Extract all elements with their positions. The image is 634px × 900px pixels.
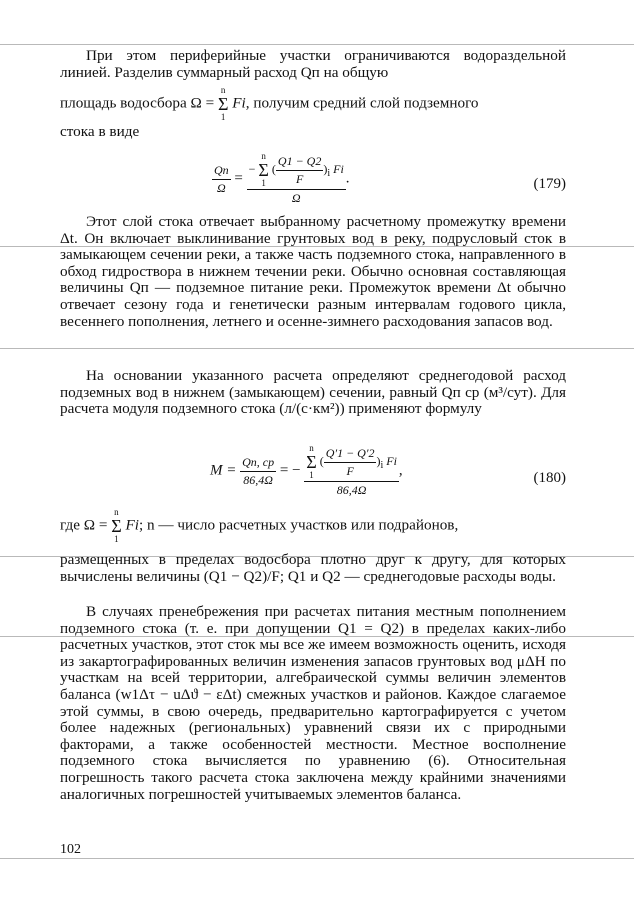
equals-minus: = − <box>279 462 301 479</box>
formula-180-lhs: M = <box>210 462 237 479</box>
sigma-glyph: Σ <box>111 516 122 536</box>
area-definition-tail: , получим средний слой подземного <box>245 94 479 112</box>
inner-fraction <box>276 154 323 187</box>
sum-lower: 1 <box>220 112 226 122</box>
sum-upper: n <box>309 443 314 453</box>
formula-180: M = $\frac{Qп, ср}{86,4\Omega}$ = − n Σ 1 ( $\frac{Q'1 - Q'2}{F}$ )$_i$ Fi 86,4Ω , (180) <box>210 443 566 497</box>
paragraph-intro-text: При этом периферийные участки ограничиваются водораздельной линией. Разделив суммарный расход Qп на общую <box>60 47 566 81</box>
formula-179-rhs <box>247 152 346 206</box>
sum-symbol <box>218 86 228 122</box>
formula-180-frac2 <box>304 444 399 498</box>
sum-symbol <box>111 508 121 544</box>
sum-upper: n <box>261 151 266 161</box>
equation-number-180: (180) <box>533 470 566 486</box>
inner-subscript: i <box>327 167 331 179</box>
formula-179: $\frac{Qп}{\Omega}$ = − n Σ 1 ( $\frac{Q1 - Q2}{F}$ )$_i$ Fi Ω . (179) <box>214 151 566 205</box>
sum-symbol <box>306 444 316 480</box>
sum-upper: n <box>114 507 119 517</box>
sum-lower: 1 <box>114 534 119 544</box>
lhs-numerator: Qп <box>212 163 231 180</box>
paragraph-intro <box>60 48 566 81</box>
factor-term: Fi <box>333 161 344 176</box>
paragraph-layer-text: Этот слой стока отвечает выбранному расчетному промежутку времени Δt. Он включает выклинивание грунтовых вод в реку, подрусловый сток в замыкающем сечении реки, а также часть подземного стока, направленного в обход гидростворa в нижнем течении реки. Обычно основная составляющая величины Qп — подземное питание реки. Промежуток времени Δt обычно отвечает сезону года и генетически разным интервалам годового цикла, весеннего пополнения, летнего и осенне-зимнего расходования запасов вод. <box>60 213 566 330</box>
scan-line <box>0 858 634 859</box>
area-term: Fi <box>232 94 246 112</box>
equals-sign: = <box>234 170 243 187</box>
paragraph-neglect <box>60 604 566 803</box>
paragraph-where-continued <box>60 552 566 585</box>
frac1-denominator: 86,4Ω <box>243 472 273 487</box>
paragraph-neglect-text: В случаях пренебрежения при расчетах питания местным пополнением подземного стока (т. е. при допущении Q1 = Q2) в пределах каких-либо расчетных участков, этот сток мы все же имеем возможность оценить, исходя из закартографированных величин изменения запасов грунтовых вод μΔH по участкам на всей территории, алгебраической суммы величин элементов баланса (w1Δτ − uΔϑ − εΔt) смежных участков и районов. Каждое слагаемое этой суммы, в свою очередь, предварительно картографируется с учетом более надежных (региональных) уравнений связи их с природными факторами, а также особенностей местности. Местное восполнение подземного стока вычисляется по уравнению (6). Относительная погрешность такого расчета стока заключена между крайними значениями аналогичных погрешностей учитываемых элементов баланса. <box>60 603 566 803</box>
sigma-glyph: Σ <box>306 452 317 472</box>
rhs-denominator: Ω <box>291 191 301 205</box>
equation-number-179: (179) <box>533 176 566 192</box>
where-tail: ; n — число расчетных участков или подрайонов, <box>138 516 459 534</box>
frac1-numerator: Qп, ср <box>240 455 276 472</box>
scan-line <box>0 348 634 349</box>
inner-subscript: i <box>380 459 384 471</box>
paragraph-where-continued-text: размещенных в пределах водосбора плотно друг к другу, для которых вычислены величины (Q1 − Q2)/F; Q1 и Q2 — среднегодовые расходы воды. <box>60 551 566 585</box>
paragraph-annual-text: На основании указанного расчета определяют среднегодовой расход подземных вод в нижнем (замыкающем) сечении, равный Qп ср (м³/сут). Для расчета модуля подземного стока (л/(с·км²)) применяют формулу <box>60 367 566 418</box>
factor-term: Fi <box>386 453 397 468</box>
sigma-glyph: Σ <box>217 94 229 114</box>
intro-tail-text: стока в виде <box>60 123 140 140</box>
minus-sign: − <box>248 161 256 176</box>
sum-upper: n <box>220 85 226 95</box>
paragraph-intro-line3 <box>60 124 566 141</box>
paragraph-layer <box>60 214 566 330</box>
rhs-numerator: − n Σ 1 ( $\frac{Q1 - Q2}{F}$ )$_i$ Fi <box>248 151 344 188</box>
inner-fraction <box>324 446 377 479</box>
sum-lower: 1 <box>309 470 314 480</box>
area-term: Fi <box>125 516 139 534</box>
area-definition-text: площадь водосбора Ω = <box>60 94 215 112</box>
frac2-numerator: n Σ 1 ( $\frac{Q'1 - Q'2}{F}$ )$_i$ Fi <box>306 443 397 480</box>
formula-179-lhs <box>212 163 231 196</box>
where-text: где Ω = <box>60 516 108 534</box>
sum-lower: 1 <box>261 178 266 188</box>
inner-numerator: Q′1 − Q′2 <box>324 446 377 463</box>
inner-denominator: F <box>346 463 354 478</box>
paragraph-intro-line2 <box>60 86 566 122</box>
inner-numerator: Q1 − Q2 <box>276 154 323 171</box>
inner-denominator: F <box>295 171 304 186</box>
paragraph-annual <box>60 368 566 418</box>
sigma-glyph: Σ <box>258 160 269 180</box>
lhs-denominator: Ω <box>216 180 226 195</box>
scan-line <box>0 44 634 45</box>
paragraph-where <box>60 508 566 544</box>
sum-symbol <box>258 152 268 188</box>
formula-180-frac1 <box>240 455 276 488</box>
frac2-denominator: 86,4Ω <box>336 483 367 497</box>
page-number: 102 <box>60 842 81 857</box>
